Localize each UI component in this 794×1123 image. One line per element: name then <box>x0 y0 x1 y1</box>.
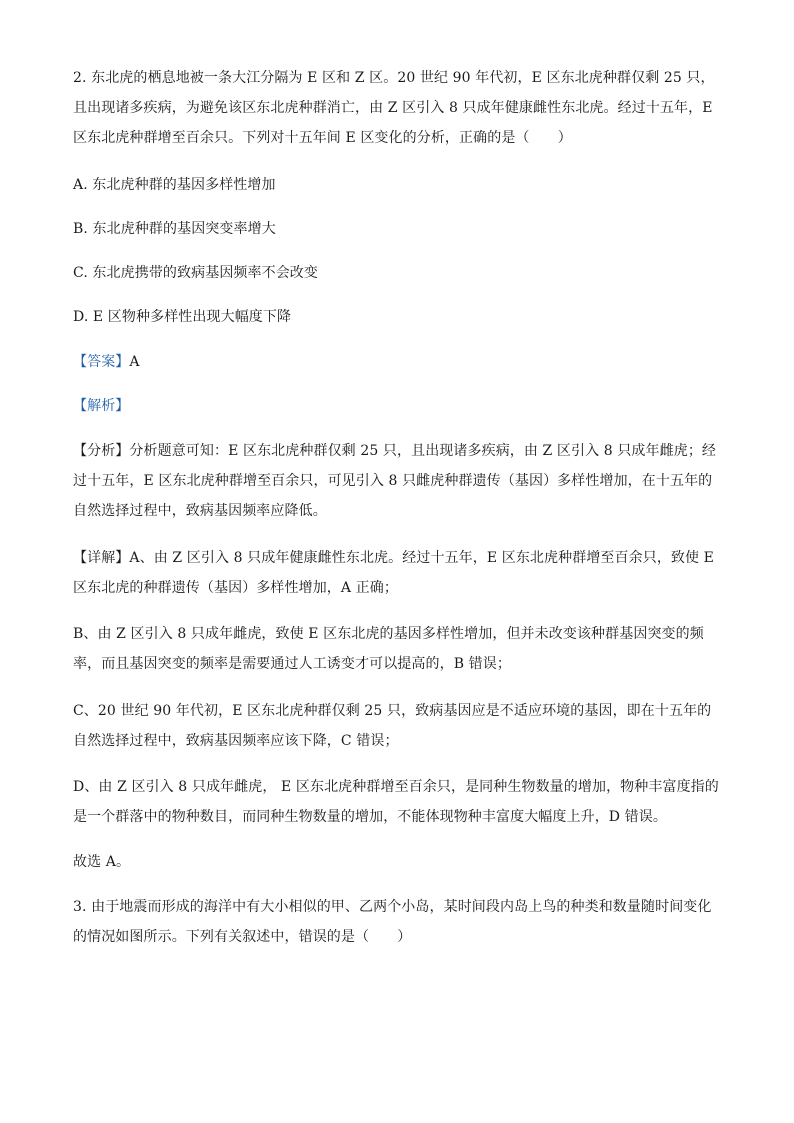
q2-conclusion: 故选 A。 <box>73 854 131 870</box>
detail-a-text: A、由 Z 区引入 8 只成年健康雌性东北虎。经过十五年，E 区东北虎种群增至百余只，致使 E 区东北虎的种群遗传（基因）多样性增加，A 正确； <box>73 550 714 596</box>
fenxi-tag: 【分析】 <box>73 443 130 459</box>
detail-tag: 【详解】 <box>73 550 130 566</box>
q2-option-a: A. 东北虎种群的基因多样性增加 <box>73 177 276 193</box>
q2-detail-d: D、由 Z 区引入 8 只成年雌虎， E 区东北虎种群增至百余只，是同种生物数量的增加，物种丰富度指的是一个群落中的物种数目，而同种生物数量的增加，不能体现物种丰富度大幅度上升，D 错误。 <box>73 779 719 825</box>
q2-detail-a <box>73 543 725 603</box>
q2-detail-b: B、由 Z 区引入 8 只成年雌虎，致使 E 区东北虎的基因多样性增加，但并未改变该种群基因突变的频率，而且基因突变的频率是需要通过人工诱变才可以提高的，B 错误； <box>73 626 704 672</box>
q2-analysis-heading <box>73 391 725 421</box>
answer-tag: 【答案】 <box>73 354 130 370</box>
analysis-tag: 【解析】 <box>73 398 130 414</box>
fenxi-text: 分析题意可知：E 区东北虎种群仅剩 25 只，且出现诸多疾病，由 Z 区引入 8 只成年雌虎；经过十五年，E 区东北虎种群增至百余只，可见引入 8 只雌虎种群遗传（基因）多样性增加，在十五年的自然选择过程中，致病基因频率应降低。 <box>73 443 717 519</box>
q2-option-b: B. 东北虎种群的基因突变率增大 <box>73 221 276 237</box>
q2-detail-c: C、20 世纪 90 年代初，E 区东北虎种群仅剩 25 只，致病基因应是不适应环境的基因，即在十五年的自然选择过程中，致病基因频率应该下降，C 错误； <box>73 703 712 749</box>
q2-option-c: C. 东北虎携带的致病基因频率不会改变 <box>73 265 319 281</box>
answer-value: A <box>129 354 140 370</box>
q2-option-d: D. E 区物种多样性出现大幅度下降 <box>73 309 292 325</box>
q3-stem: 3. 由于地震而形成的海洋中有大小相似的甲、乙两个小岛，某时间段内岛上鸟的种类和数量随时间变化的情况如图所示。下列有关叙述中，错误的是（ ） <box>73 899 712 945</box>
q2-stem: 2. 东北虎的栖息地被一条大江分隔为 E 区和 Z 区。20 世纪 90 年代初，E 区东北虎种群仅剩 25 只，且出现诸多疾病，为避免该区东北虎种群消亡，由 Z 区引入 8 只成年健康雌性东北虎。经过十五年，E 区东北虎种群增至百余只。下列对十五年间 E 区变化的分析，正确的是（ ） <box>73 70 715 146</box>
q2-answer <box>73 347 725 377</box>
q2-fenxi <box>73 436 725 526</box>
